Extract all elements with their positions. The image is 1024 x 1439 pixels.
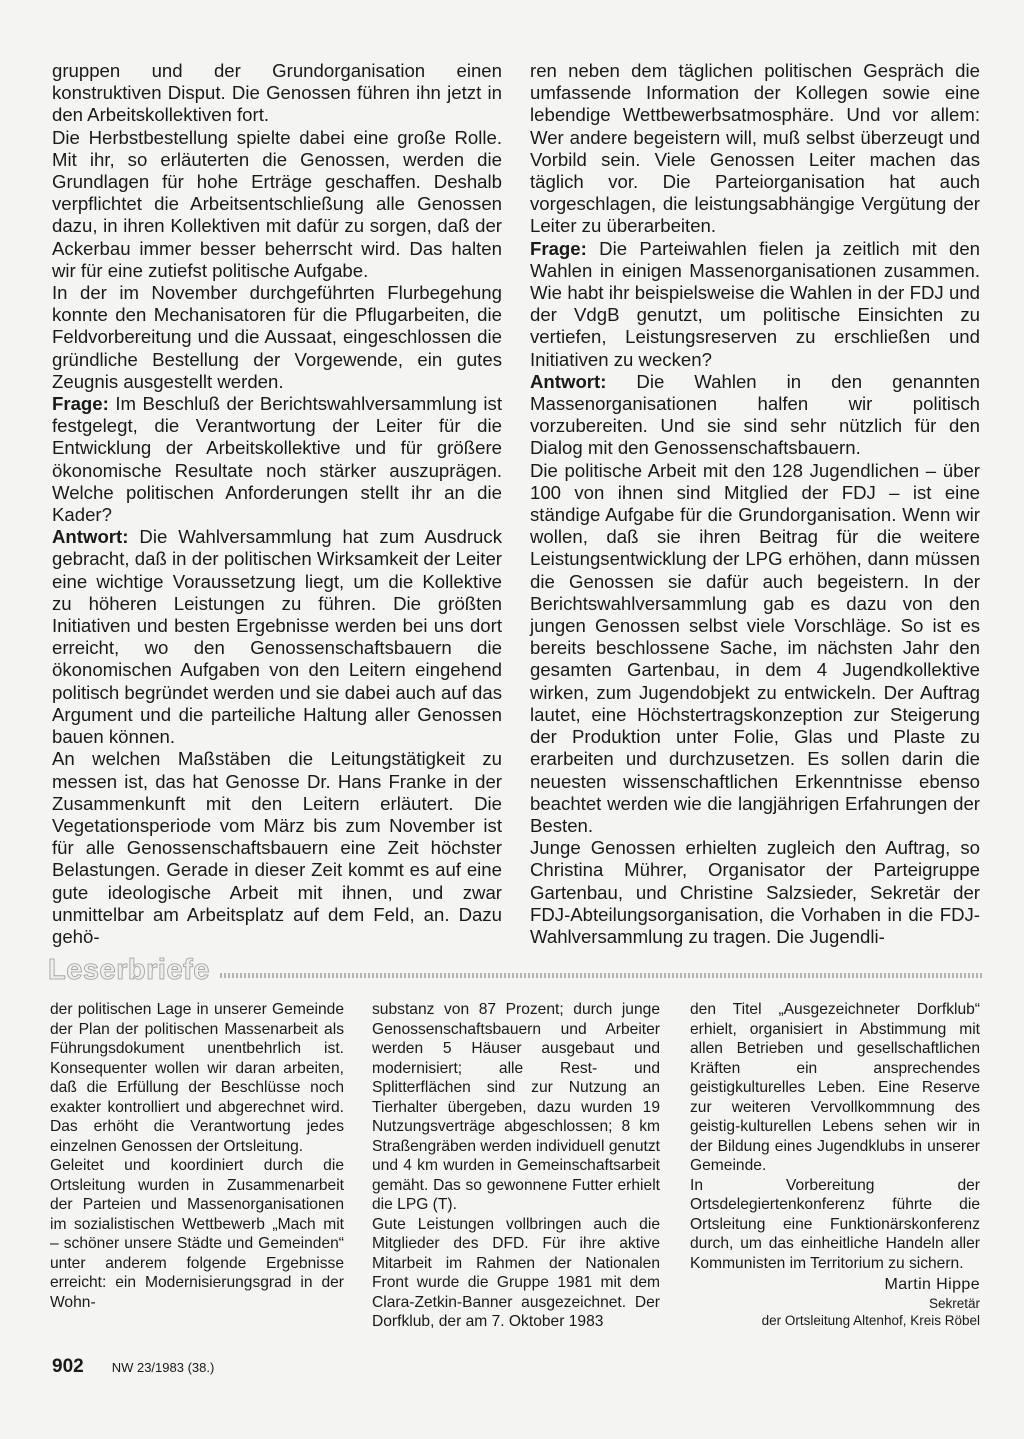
- answer-label: Antwort:: [52, 526, 129, 548]
- letter-paragraph: In Vorbereitung der Ortsdelegiertenkonferenz führte die Ortsleitung eine Funktionärskonferenz durch, um das einheitliche Handeln aller Kommunisten im Territorium zu sichern.: [690, 1176, 980, 1272]
- question-label: Frage:: [52, 393, 109, 415]
- section-header: [48, 952, 982, 988]
- letter-paragraph: den Titel „Ausgezeichneter Dorfklub“ erhielt, organisiert in Abstimmung mit allen Betrieben und gesellschaftlichen Kräften ein ansprechendes geistigkulturelles Leben. Eine Reserve zur weiteren Vervollkommnung des geistig-kulturellen Lebens sehen wir in der Bildung eines Jugendklubs in unserer Gemeinde.: [690, 1001, 980, 1174]
- letter-paragraph: der politischen Lage in unserer Gemeinde der Plan der politischen Massenarbeit als Führungsdokument unentbehrlich ist. Konsequenter wollen wir daran arbeiten, daß die Erfüllung der Beschlüsse noch exakter kontrolliert und abgerechnet wird. Das erhöht die Verantwortung jedes einzelnen Genossen der Ortsleitung.: [50, 1001, 344, 1155]
- interview-question: Frage: Im Beschluß der Berichtswahlversammlung ist festgelegt, die Verantwortung der Leiter für die Entwicklung der Arbeitskollektive und für größere ökonomische Resultate noch stärker auszuprägen. Welche politischen Anforderungen stellt ihr an die Kader?: [52, 393, 502, 526]
- issue-reference: NW 23/1983 (38.): [111, 1360, 215, 1375]
- author-name: Martin Hippe: [884, 1276, 980, 1293]
- article-paragraph: Junge Genossen erhielten zugleich den Auftrag, so Christina Mührer, Organisator der Parteigruppe Gartenbau, und Christine Salzsieder, Sekretär der FDJ-Abteilungsorganisation, die Vorhaben in die FDJ-Wahlversammlung zu tragen. Die Jugendli-: [530, 837, 980, 947]
- letter-column-1: [50, 1000, 344, 1312]
- letter-paragraph: substanz von 87 Prozent; durch junge Genossenschaftsbauern und Arbeiter werden 5 Häuser ausgebaut und modernisiert; alle Rest- und Splitterflächen sind zur Nutzung an Tierhalter übergeben, dazu wurden 19 Nutzungsverträge abgeschlossen; 8 km Straßengräben werden individuell genutzt und 4 km wurden in Gemeinschaftsarbeit gemäht. Das so gewonnene Futter erhielt die LPG (T).: [372, 1001, 660, 1213]
- interview-answer: Antwort: Die Wahlen in den genannten Massenorganisationen halfen wir politisch vorzubereiten. Und sie sind sehr nützlich für den Dialog mit den Genossenschaftsbauern.: [530, 370, 980, 459]
- article-paragraph: Die Herbstbestellung spielte dabei eine große Rolle. Mit ihr, so erläuterten die Genossen, werden die Grundlagen für hohe Erträge geschaffen. Deshalb verpflichtet die Arbeitsentschließung alle Genossen dazu, in ihren Kollektiven mit dafür zu sorgen, daß der Ackerbau immer besser beherrscht wird. Das halten wir für eine zutiefst politische Aufgabe.: [52, 126, 502, 281]
- author-role: Sekretär: [928, 1295, 980, 1311]
- letter-signature: [690, 1275, 980, 1329]
- author-organization: der Ortsleitung Altenhof, Kreis Röbel: [761, 1312, 980, 1328]
- section-divider: [220, 973, 982, 978]
- letter-column-3: [690, 1000, 980, 1329]
- letter-paragraph: Gute Leistungen vollbringen auch die Mitglieder des DFD. Für ihre aktive Mitarbeit im Rahmen der Nationalen Front wurde die Gruppe 1981 mit dem Clara-Zetkin-Banner ausgezeichnet. Der Dorfklub, der am 7. Oktober 1983: [372, 1215, 660, 1330]
- article-column-left: [52, 60, 502, 948]
- page-footer: [52, 1356, 214, 1378]
- page-number: 902: [52, 1356, 84, 1377]
- article-paragraph: gruppen und der Grundorganisation einen konstruktiven Disput. Die Genossen führen ihn jetzt in den Arbeitskollektiven fort.: [52, 60, 502, 126]
- article-paragraph: Die politische Arbeit mit den 128 Jugendlichen – über 100 von ihnen sind Mitglied der FDJ – ist eine ständige Aufgabe für die Grundorganisation. Wenn wir wollen, daß sie ihren Beitrag für die weitere Leistungsentwicklung der LPG erhöhen, dann müssen die Genossen sie dafür auch begeistern. In der Berichtswahlversammlung gab es dazu von den jungen Genossen selbst viele Vorschläge. So ist es bereits beschlossene Sache, im nächsten Jahr den gesamten Gartenbau, in dem 4 Jugendkollektive wirken, zum Jugendobjekt zu entwickeln. Der Auftrag lautet, eine Höchstertragskonzeption zur Steigerung der Produktion unter Folie, Glas und Plaste zu erarbeiten und durchzusetzen. Es sollen darin die neuesten wissenschaftlichen Erkenntnisse ebenso beachtet werden wie die langjährigen Erfahrungen der Besten.: [530, 459, 980, 836]
- question-label: Frage:: [530, 237, 587, 259]
- article-column-right: [530, 60, 980, 948]
- letter-paragraph: Geleitet und koordiniert durch die Ortsleitung wurden in Zusammenarbeit der Parteien und Massenorganisationen im sozialistischen Wettbewerb „Mach mit – schöner unsere Städte und Gemeinden“ unter anderem folgende Ergebnisse erreicht: ein Modernisierungsgrad in der Wohn-: [50, 1157, 344, 1311]
- interview-question: Frage: Die Parteiwahlen fielen ja zeitlich mit den Wahlen in einigen Massenorganisationen zusammen. Wie habt ihr beispielsweise die Wahlen in der FDJ und der VdgB genutzt, um politische Einsichten zu vertiefen, Leistungsreserven zu erschließen und Initiativen zu wecken?: [530, 237, 980, 370]
- letter-column-2: [372, 1000, 660, 1332]
- article-paragraph: In der im November durchgeführten Flurbegehung konnte den Mechanisatoren für die Pflugarbeiten, die Feldvorbereitung und die Aussaat, eingeschlossen die gründliche Bestellung der Vorgewende, ein gutes Zeugnis ausgestellt werden.: [52, 282, 502, 392]
- section-title: Leserbriefe: [48, 953, 210, 986]
- article-paragraph: ren neben dem täglichen politischen Gespräch die umfassende Information der Kollegen sowie eine lebendige Wettbewerbsatmosphäre. Und vor allem: Wer andere begeistern will, muß selbst überzeugt und Vorbild sein. Viele Genossen Leiter machen das täglich vor. Die Parteiorganisation hat auch vorgeschlagen, die leistungsabhängige Vergütung der Leiter zu überarbeiten.: [530, 60, 980, 237]
- article-paragraph: An welchen Maßstäben die Leitungstätigkeit zu messen ist, das hat Genosse Dr. Hans Franke in der Zusammenkunft mit den Leitern erläutert. Die Vegetationsperiode vom März bis zum November ist für alle Genossenschaftsbauern eine Zeit höchster Belastungen. Gerade in dieser Zeit kommt es auf eine gute ideologische Arbeit mit ihnen, und zwar unmittelbar am Arbeitsplatz auf dem Feld, an. Dazu gehö-: [52, 748, 502, 947]
- interview-answer: Antwort: Die Wahlversammlung hat zum Ausdruck gebracht, daß in der politischen Wirksamkeit der Leiter eine wichtige Voraussetzung liegt, um die Kollektive zu höheren Leistungen zu führen. Die größten Initiativen und besten Ergebnisse werden bei uns dort erreicht, wo den Genossenschaftsbauern die ökonomischen Aufgaben von den Leitern eingehend politisch begründet werden und sie dabei auch auf das Argument und die parteiliche Haltung aller Genossen bauen können.: [52, 526, 502, 748]
- answer-label: Antwort:: [530, 370, 607, 392]
